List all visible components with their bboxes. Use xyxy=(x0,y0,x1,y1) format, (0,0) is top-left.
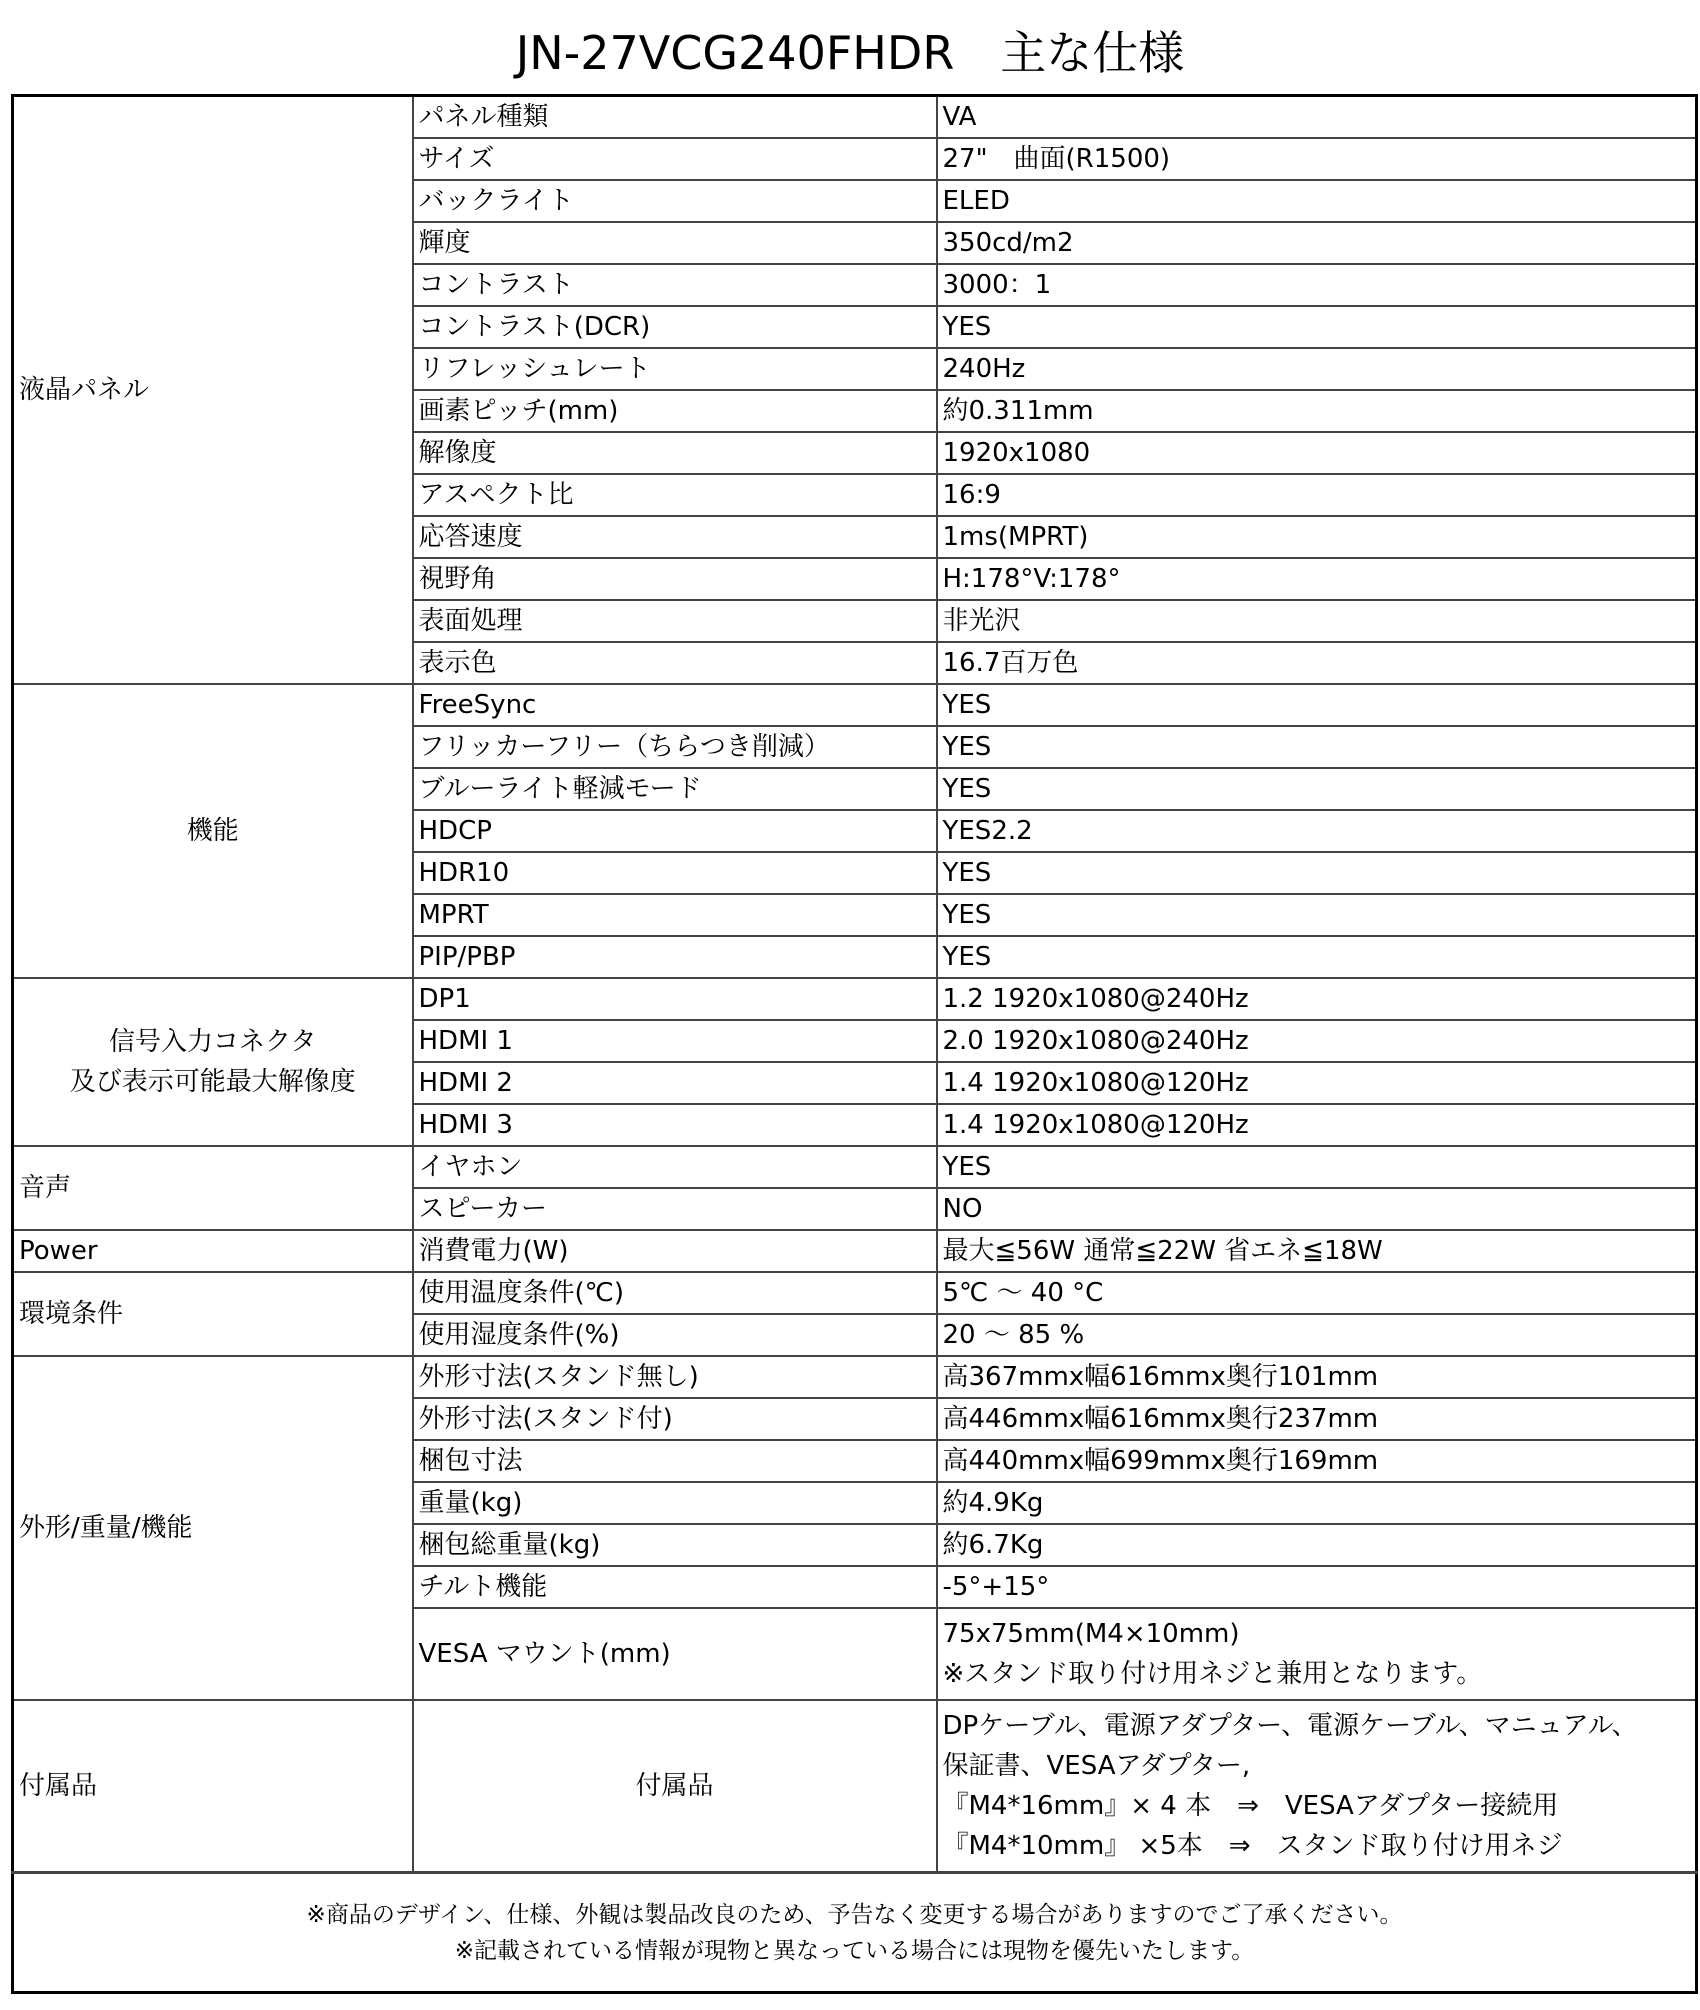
spec-name: 解像度 xyxy=(413,432,937,474)
table-row xyxy=(13,1146,1697,1188)
table-row xyxy=(13,1356,1697,1398)
spec-value: 27" 曲面(R1500) xyxy=(937,138,1697,180)
spec-value: YES xyxy=(937,726,1697,768)
text-line: 保証書、VESAアダプター, xyxy=(942,1751,1251,1781)
spec-name: 使用湿度条件(%) xyxy=(413,1314,937,1356)
table-row xyxy=(13,684,1697,726)
spec-name: HDCP xyxy=(413,810,937,852)
group-label: Power xyxy=(13,1230,413,1272)
spec-name: HDMI 3 xyxy=(413,1104,937,1146)
group-label: 環境条件 xyxy=(13,1272,413,1356)
text-line: 75x75mm(M4×10mm) xyxy=(942,1619,1240,1649)
spec-name: 外形寸法(スタンド付) xyxy=(413,1398,937,1440)
spec-value: 最大≦56W 通常≦22W 省エネ≦18W xyxy=(937,1230,1697,1272)
spec-value: 約0.311mm xyxy=(937,390,1697,432)
spec-name: FreeSync xyxy=(413,684,937,726)
spec-name: 梱包寸法 xyxy=(413,1440,937,1482)
spec-value: 高446mmx幅616mmx奥行237mm xyxy=(937,1398,1697,1440)
spec-value: YES xyxy=(937,684,1697,726)
spec-name: 表示色 xyxy=(413,642,937,684)
spec-name: 重量(kg) xyxy=(413,1482,937,1524)
group-label: 付属品 xyxy=(13,1700,413,1873)
spec-value: ELED xyxy=(937,180,1697,222)
spec-value: 2.0 1920x1080@240Hz xyxy=(937,1020,1697,1062)
spec-value: H:178°V:178° xyxy=(937,558,1697,600)
spec-value: VA xyxy=(937,96,1697,139)
spec-name: 消費電力(W) xyxy=(413,1230,937,1272)
text-line: 『M4*10mm』 ×5本 ⇒ スタンド取り付け用ネジ xyxy=(942,1831,1563,1861)
spec-value: YES xyxy=(937,1146,1697,1188)
spec-name: バックライト xyxy=(413,180,937,222)
spec-value: 3000：1 xyxy=(937,264,1697,306)
spec-value: 1.4 1920x1080@120Hz xyxy=(937,1062,1697,1104)
spec-name: 梱包総重量(kg) xyxy=(413,1524,937,1566)
text-line: DPケーブル、電源アダプター、電源ケーブル、マニュアル、 xyxy=(942,1711,1638,1741)
spec-name: DP1 xyxy=(413,978,937,1020)
spec-value: YES xyxy=(937,768,1697,810)
spec-name: サイズ xyxy=(413,138,937,180)
spec-value: YES xyxy=(937,852,1697,894)
spec-name: 表面処理 xyxy=(413,600,937,642)
spec-value: 1ms(MPRT) xyxy=(937,516,1697,558)
spec-value: -5°+15° xyxy=(937,1566,1697,1608)
spec-name: PIP/PBP xyxy=(413,936,937,978)
spec-value xyxy=(937,1608,1697,1700)
spec-value: 1920x1080 xyxy=(937,432,1697,474)
spec-name: 視野角 xyxy=(413,558,937,600)
footer-note: ※商品のデザイン、仕様、外観は製品改良のため、予告なく変更する場合がありますのでご了承ください。 xyxy=(306,1901,1403,1928)
spec-value: 5℃ ～ 40 °C xyxy=(937,1272,1697,1314)
spec-value xyxy=(937,1700,1697,1873)
spec-value: 約6.7Kg xyxy=(937,1524,1697,1566)
spec-value: NO xyxy=(937,1188,1697,1230)
spec-value: YES xyxy=(937,936,1697,978)
spec-name: チルト機能 xyxy=(413,1566,937,1608)
spec-value: 非光沢 xyxy=(937,600,1697,642)
table-row xyxy=(13,1272,1697,1314)
page-title: JN-27VCG240FHDR 主な仕様 xyxy=(515,26,1185,80)
table-row xyxy=(13,96,1697,139)
group-label: 機能 xyxy=(13,684,413,978)
spec-value: 16.7百万色 xyxy=(937,642,1697,684)
spec-value: 1.2 1920x1080@240Hz xyxy=(937,978,1697,1020)
text-line: 信号入力コネクタ xyxy=(109,1027,317,1057)
spec-name: ブルーライト軽減モード xyxy=(413,768,937,810)
spec-value: 高440mmx幅699mmx奥行169mm xyxy=(937,1440,1697,1482)
table-row xyxy=(13,978,1697,1020)
text-line: ※スタンド取り付け用ネジと兼用となります。 xyxy=(942,1659,1483,1689)
spec-name: 使用温度条件(℃) xyxy=(413,1272,937,1314)
footer-notes xyxy=(13,1873,1697,1993)
spec-value: 350cd/m2 xyxy=(937,222,1697,264)
spec-name: 外形寸法(スタンド無し) xyxy=(413,1356,937,1398)
text-line: 及び表示可能最大解像度 xyxy=(69,1067,356,1097)
table-row xyxy=(13,1230,1697,1272)
spec-name: コントラスト xyxy=(413,264,937,306)
spec-value: 240Hz xyxy=(937,348,1697,390)
spec-name: 付属品 xyxy=(413,1700,937,1873)
spec-value: YES xyxy=(937,306,1697,348)
spec-name: コントラスト(DCR) xyxy=(413,306,937,348)
spec-name: HDMI 2 xyxy=(413,1062,937,1104)
group-label: 液晶パネル xyxy=(13,96,413,685)
table-row xyxy=(13,1700,1697,1873)
spec-value: YES2.2 xyxy=(937,810,1697,852)
spec-name: VESA マウント(mm) xyxy=(413,1608,937,1700)
spec-value: 16:9 xyxy=(937,474,1697,516)
spec-name: スピーカー xyxy=(413,1188,937,1230)
group-label: 外形/重量/機能 xyxy=(13,1356,413,1700)
spec-name: アスペクト比 xyxy=(413,474,937,516)
spec-table xyxy=(11,94,1698,1994)
spec-name: HDMI 1 xyxy=(413,1020,937,1062)
spec-name: 応答速度 xyxy=(413,516,937,558)
footer-note: ※記載されている情報が現物と異なっている場合には現物を優先いたします。 xyxy=(454,1937,1255,1964)
spec-value: 約4.9Kg xyxy=(937,1482,1697,1524)
spec-name: パネル種類 xyxy=(413,96,937,139)
spec-value: 1.4 1920x1080@120Hz xyxy=(937,1104,1697,1146)
spec-name: リフレッシュレート xyxy=(413,348,937,390)
spec-value: 20 ～ 85 % xyxy=(937,1314,1697,1356)
spec-name: HDR10 xyxy=(413,852,937,894)
spec-name: 輝度 xyxy=(413,222,937,264)
spec-name: フリッカーフリー（ちらつき削減） xyxy=(413,726,937,768)
text-line: 『M4*16mm』× 4 本 ⇒ VESAアダプター接続用 xyxy=(942,1791,1559,1821)
spec-value: 高367mmx幅616mmx奥行101mm xyxy=(937,1356,1697,1398)
group-label xyxy=(13,978,413,1146)
group-label: 音声 xyxy=(13,1146,413,1230)
spec-name: イヤホン xyxy=(413,1146,937,1188)
spec-value: YES xyxy=(937,894,1697,936)
spec-name: 画素ピッチ(mm) xyxy=(413,390,937,432)
spec-name: MPRT xyxy=(413,894,937,936)
